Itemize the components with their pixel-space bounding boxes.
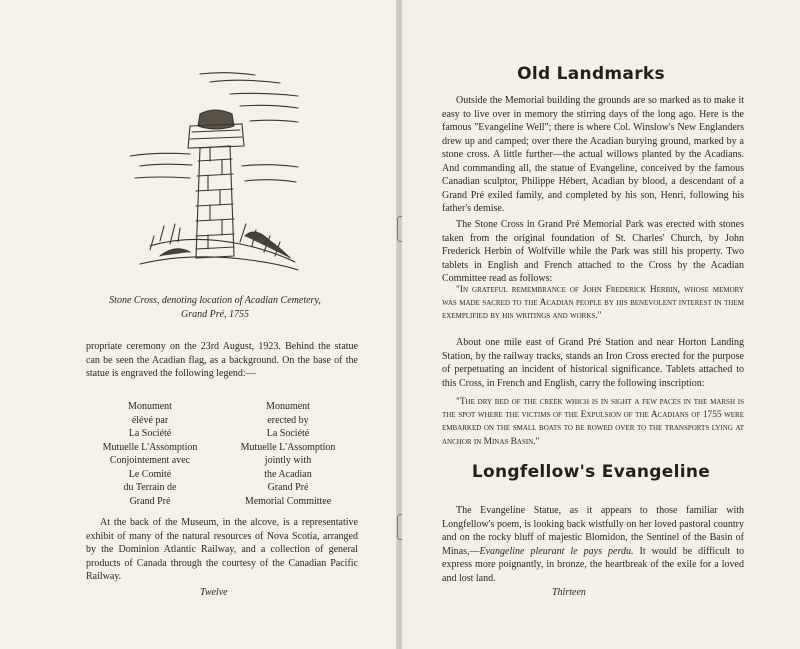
legend-line: Conjointement avec (109, 455, 191, 466)
legend-line: Le Comité (128, 468, 172, 480)
legend-line: Monument (266, 401, 310, 412)
left-paragraph-1: propriate ceremony on the 23rd August, 1923. Behind the statue can be seen the Acadian flag, as a background. On the base of the statue is engraved the following legend:— (86, 341, 358, 379)
legend-line: Mutuelle L'Assomption (240, 441, 336, 453)
legend-line: erected by (267, 414, 309, 426)
quote-expulsion (442, 396, 744, 449)
right-paragraph-4 (442, 504, 744, 585)
left-page (0, 0, 398, 649)
legend-line: La Société (266, 428, 310, 439)
legend-line: jointly with (264, 455, 312, 466)
legend-english (228, 400, 348, 508)
right-paragraph-3: About one mile east of Grand Pré Station and near Horton Landing Station, by the railway tracks, stands an Iron Cross erected for the purpose of perpetuating an incident of historical significance. Tablets attached to this Cross, in French and English, carry the following inscription: (442, 337, 744, 389)
legend-line: Mutuelle L'Assomption (102, 441, 198, 453)
legend-line: Grand Pré (267, 482, 309, 493)
legend-line: Memorial Committee (244, 495, 332, 507)
caption-line-2: Grand Pré, 1755 (180, 309, 250, 320)
heading-old-landmarks: Old Landmarks (517, 64, 665, 84)
legend-line: du Terrain de (123, 482, 177, 493)
left-paragraph-2: At the back of the Museum, in the alcove, is a representative exhibit of many of the natural resources of Nova Scotia, arranged by the Dominion Atlantic Railway, and a collection of general products of Canada through the courtesy of the Canadian Pacific Railway. (86, 517, 358, 582)
quote-expulsion-text: "The dry bed of the creek which is in sight a few paces in the marsh is the spot where the victims of the Expulsion of the Acadians of 1755 were embarked on the small boats to be rowed over to the transports lying at anchor in Minas Basin." (442, 397, 744, 447)
page-number-right: Thirteen (552, 587, 586, 598)
right-paragraph-1: Outside the Memorial building the grounds are so marked as to make it easy to live over in memory the stirring days of the long ago. Here is the famous "Evangeline Well"; there is where Col. Winslow's New Englanders drew up and camped; over there the Acadian burying ground, marked by a stone cross. A little further—the actual willows planted by the Acadians. And commanding all, the statue of Evangeline, conceived by the famous Canadian sculptor, Philippe Hébert, Acadian by blood, a descendant of a Grand Pré exiled family, and completed by his son, Henri, following his father's demise. (442, 95, 744, 214)
p4-italic-phrase: Evangeline pleurant le pays perdu. (479, 545, 634, 557)
legend-line: La Société (128, 428, 172, 439)
legend-line: Grand Pré (129, 495, 171, 507)
right-page (402, 0, 800, 649)
legend-line: Monument (128, 401, 172, 412)
quote-herbin-text: "In grateful remembrance of John Frederick Herbin, whose memory was made sacred to the Acadian people by his benevolent interest in them exemplified by his writings and works." (442, 285, 744, 322)
p4-start: The Evangeline Statue, as it appears to those familiar with Longfellow's poem, is looking back wistfully on her loved pastoral country and on the rocky bluff of majestic Blomidon, the Sentinel of the Basin of Minas,— (442, 505, 744, 557)
stone-cross-illustration (130, 66, 300, 276)
legend-line: the Acadian (264, 468, 312, 480)
p4-end: It would be difficult to express more poignantly, in bronze, the heartbreak of the exile for a loved and lost land. (442, 545, 745, 584)
heading-longfellows-evangeline: Longfellow's Evangeline (471, 462, 711, 482)
legend-line: élévé par (131, 414, 169, 426)
illustration-caption (60, 294, 370, 322)
right-paragraph-2: The Stone Cross in Grand Pré Memorial Park was erected with stones taken from the original foundation of St. Charles' Church, by John Frederick Herbin of Wolfville while the Park was still his property. Two tablets in English and French attached to the Cross by the Acadian Committee read as follows: (442, 219, 744, 284)
quote-herbin (442, 284, 744, 324)
caption-line-1: Stone Cross, denoting location of Acadian Cemetery, (109, 295, 321, 306)
page-number-left: Twelve (200, 587, 228, 598)
legend-french (95, 400, 205, 508)
